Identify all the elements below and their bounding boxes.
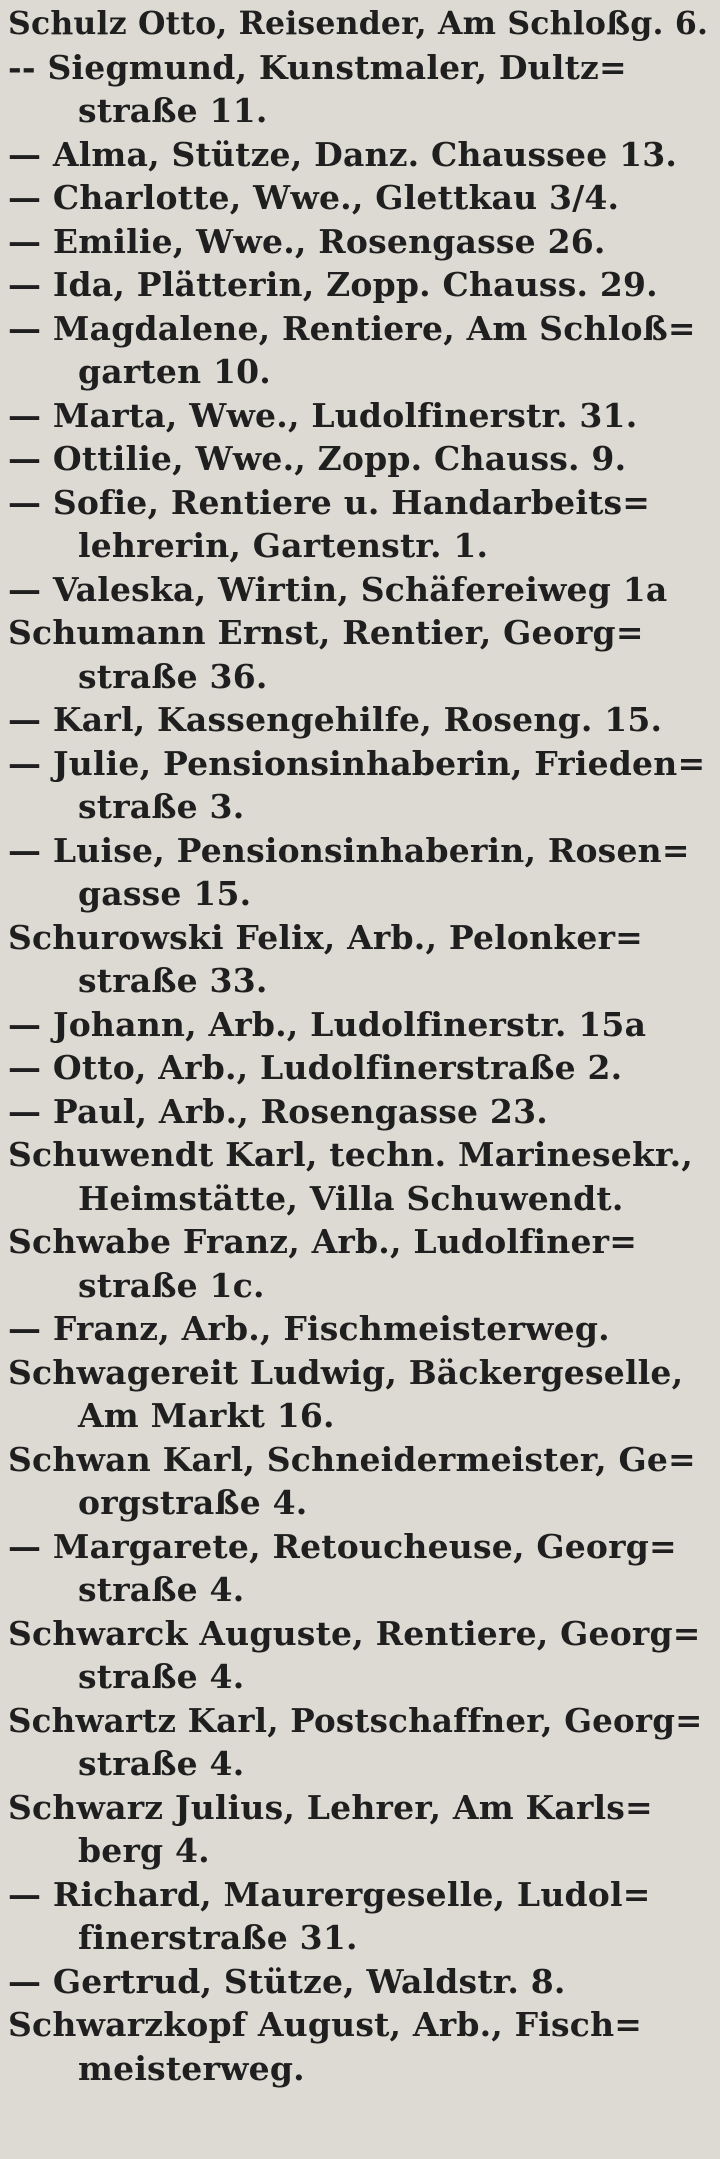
directory-entry [8, 394, 710, 438]
entry-continuation-line: meisterweg. [78, 2048, 305, 2088]
directory-entry [8, 829, 710, 916]
entry-line: Schwarz Julius, Lehrer, Am Karls= [8, 1787, 653, 1827]
directory-entry [8, 1351, 710, 1438]
entry-line: Schwartz Karl, Postschaffner, Georg= [8, 1700, 703, 1740]
entry-continuation-line: straße 4. [78, 1570, 245, 1609]
entry-continuation-line: finerstraße 31. [78, 1918, 358, 1957]
directory-entry [8, 1699, 710, 1786]
directory-entry [8, 611, 710, 698]
entry-line: Schwan Karl, Schneidermeister, Ge= [8, 1439, 696, 1479]
entry-continuation-line: straße 33. [78, 961, 268, 1000]
entry-continuation-line: straße 11. [78, 91, 268, 130]
entry-line: Schwarzkopf August, Arb., Fisch= [8, 2005, 643, 2044]
directory-entry [8, 1220, 710, 1307]
entry-line: — Johann, Arb., Ludolfinerstr. 15a [8, 1004, 647, 1044]
directory-entry [8, 2003, 710, 2090]
entry-line: Schuwendt Karl, techn. Marinesekr., [8, 1135, 693, 1174]
directory-entry [8, 2, 710, 46]
entry-continuation-line: lehrerin, Gartenstr. 1. [78, 526, 489, 565]
directory-entry [8, 1612, 710, 1699]
entry-line: — Otto, Arb., Ludolfinerstraße 2. [8, 1048, 623, 1087]
entry-line: — Margarete, Retoucheuse, Georg= [8, 1526, 677, 1566]
entry-line: Schwagereit Ludwig, Bäckergeselle, [8, 1352, 684, 1392]
directory-entry [8, 1090, 710, 1134]
directory-entry [8, 1003, 710, 1047]
entry-line: — Ida, Plätterin, Zopp. Chauss. 29. [8, 265, 658, 304]
directory-entry [8, 1960, 710, 2004]
entry-continuation-line: Am Markt 16. [78, 1396, 335, 1435]
entry-continuation-line: straße 36. [78, 656, 268, 696]
entry-continuation-line: berg 4. [78, 1831, 210, 1870]
entry-line: — Richard, Maurergeselle, Ludol= [8, 1874, 651, 1914]
directory-entry [8, 481, 710, 568]
directory-entry [8, 1133, 710, 1220]
entry-line: — Karl, Kassengehilfe, Roseng. 15. [8, 700, 663, 739]
directory-entry [8, 1046, 710, 1090]
entry-line: — Sofie, Rentiere u. Handarbeits= [8, 482, 651, 522]
entry-line: Schulz Otto, Reisender, Am Schloßg. 6. [8, 5, 709, 42]
entry-line: — Emilie, Wwe., Rosengasse 26. [8, 221, 606, 261]
directory-entry [8, 1786, 710, 1873]
entry-line: — Ottilie, Wwe., Zopp. Chauss. 9. [8, 439, 627, 478]
entry-line: — Marta, Wwe., Ludolfinerstr. 31. [8, 395, 638, 435]
entry-continuation-line: gasse 15. [78, 874, 252, 913]
entry-continuation-line: straße 4. [78, 1657, 245, 1696]
directory-entry [8, 1873, 710, 1960]
entry-line: -- Siegmund, Kunstmaler, Dultz= [8, 47, 627, 87]
entry-line: Schwabe Franz, Arb., Ludolfiner= [8, 1222, 638, 1261]
directory-entry [8, 437, 710, 481]
directory-entry [8, 263, 710, 307]
entry-line: — Paul, Arb., Rosengasse 23. [8, 1091, 548, 1131]
entry-continuation-line: orgstraße 4. [78, 1483, 308, 1522]
entry-continuation-line: garten 10. [78, 352, 271, 391]
entry-continuation-line: Heimstätte, Villa Schuwendt. [78, 1178, 624, 1218]
directory-entry [8, 916, 710, 1003]
entry-line: Schumann Ernst, Rentier, Georg= [8, 613, 644, 652]
directory-entries [8, 2, 710, 2090]
entry-line: — Julie, Pensionsinhaberin, Frieden= [8, 743, 706, 783]
entry-line: Schwarck Auguste, Rentiere, Georg= [8, 1613, 701, 1653]
entry-line: — Charlotte, Wwe., Glettkau 3/4. [8, 178, 620, 217]
entry-continuation-line: straße 3. [78, 787, 245, 826]
entry-line: — Alma, Stütze, Danz. Chaussee 13. [8, 134, 678, 174]
entry-line: — Gertrud, Stütze, Waldstr. 8. [8, 1961, 566, 2001]
entry-line: — Valeska, Wirtin, Schäfereiweg 1a [8, 569, 668, 609]
directory-entry [8, 568, 710, 612]
directory-entry [8, 1438, 710, 1525]
directory-entry [8, 46, 710, 133]
entry-line: — Magdalene, Rentiere, Am Schloß= [8, 308, 696, 348]
directory-entry [8, 220, 710, 264]
entry-continuation-line: straße 4. [78, 1744, 245, 1783]
entry-line: — Franz, Arb., Fischmeisterweg. [8, 1309, 610, 1348]
entry-line: — Luise, Pensionsinhaberin, Rosen= [8, 830, 690, 870]
directory-entry [8, 1307, 710, 1351]
directory-entry [8, 176, 710, 220]
directory-entry [8, 698, 710, 742]
directory-entry [8, 307, 710, 394]
entry-line: Schurowski Felix, Arb., Pelonker= [8, 917, 644, 957]
directory-entry [8, 133, 710, 177]
entry-continuation-line: straße 1c. [78, 1265, 265, 1305]
directory-entry [8, 1525, 710, 1612]
directory-entry [8, 742, 710, 829]
